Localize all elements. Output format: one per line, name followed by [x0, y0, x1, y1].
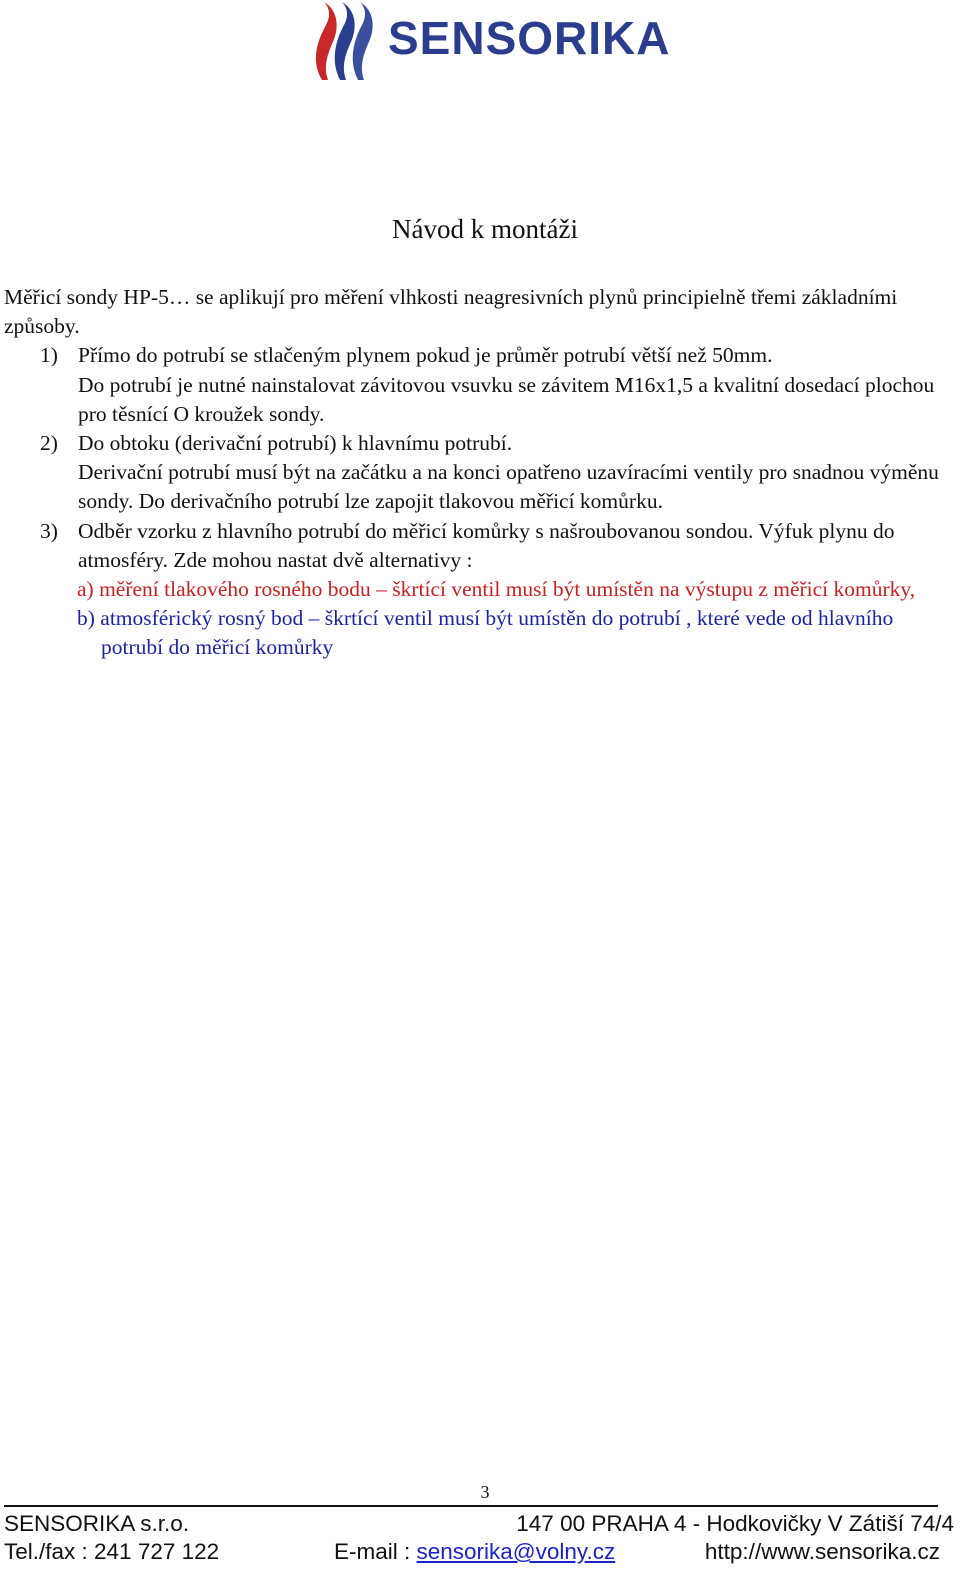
option-a: a) měření tlakového rosného bodu – škrtící ventil musí být umístěn na výstupu z měřicí komůrky,: [77, 577, 916, 602]
footer-company: SENSORIKA s.r.o.: [4, 1511, 190, 1536]
logo-text: SENSORIKA: [388, 12, 671, 64]
item-text: Derivační potrubí musí být na začátku a na konci opatřeno uzavíracími ventily pro snadnou výměnu sondy. Do derivačního potrubí lze zapojit tlakovou měřicí komůrku.: [78, 460, 939, 514]
item-heading: Do obtoku (derivační potrubí) k hlavnímu potrubí.: [78, 431, 513, 456]
page-number: 3: [480, 1482, 490, 1502]
item-number: 1): [40, 343, 58, 368]
item-text: Do potrubí je nutné nainstalovat závitovou vsuvku se závitem M16x1,5 a kvalitní dosedací plochou pro těsnící O kroužek sondy.: [78, 372, 935, 426]
list-item-3: [4, 517, 954, 575]
website-link[interactable]: http://www.sensorika.cz: [704, 1539, 940, 1564]
list-item-1: [4, 341, 954, 429]
document-body: [4, 283, 954, 663]
footer-address: 147 00 PRAHA 4 - Hodkovičky V Zátiší 74/4: [516, 1511, 954, 1536]
sensorika-logo: [308, 0, 671, 82]
item-number: 2): [40, 431, 58, 456]
email-label: E-mail :: [334, 1539, 417, 1564]
list-item-2: [4, 429, 954, 517]
item-heading: Odběr vzorku z hlavního potrubí do měřicí komůrky s našroubovanou sondou. Výfuk plynu do atmosféry. Zde mohou nastat dvě alternativy :: [78, 518, 895, 572]
item-heading: Přímo do potrubí se stlačeným plynem pokud je průměr potrubí větší než 50mm.: [78, 343, 773, 368]
intro-paragraph: Měřicí sondy HP-5… se aplikují pro měření vlhkosti neagresivních plynů principielně třemi základními způsoby.: [4, 285, 898, 339]
item-number: 3): [40, 518, 58, 543]
footer-email: [334, 1538, 615, 1566]
page-title: Návod k montáži: [392, 214, 578, 244]
footer-phone: Tel./fax : 241 727 122: [4, 1539, 220, 1564]
flame-icon: [308, 0, 378, 82]
option-b: b) atmosférický rosný bod – škrtící ventil musí být umístěn do potrubí , které vede od hlavního potrubí do měřicí komůrky: [77, 606, 894, 660]
email-link[interactable]: sensorika@volny.cz: [416, 1539, 616, 1564]
footer-divider: [4, 1505, 938, 1507]
